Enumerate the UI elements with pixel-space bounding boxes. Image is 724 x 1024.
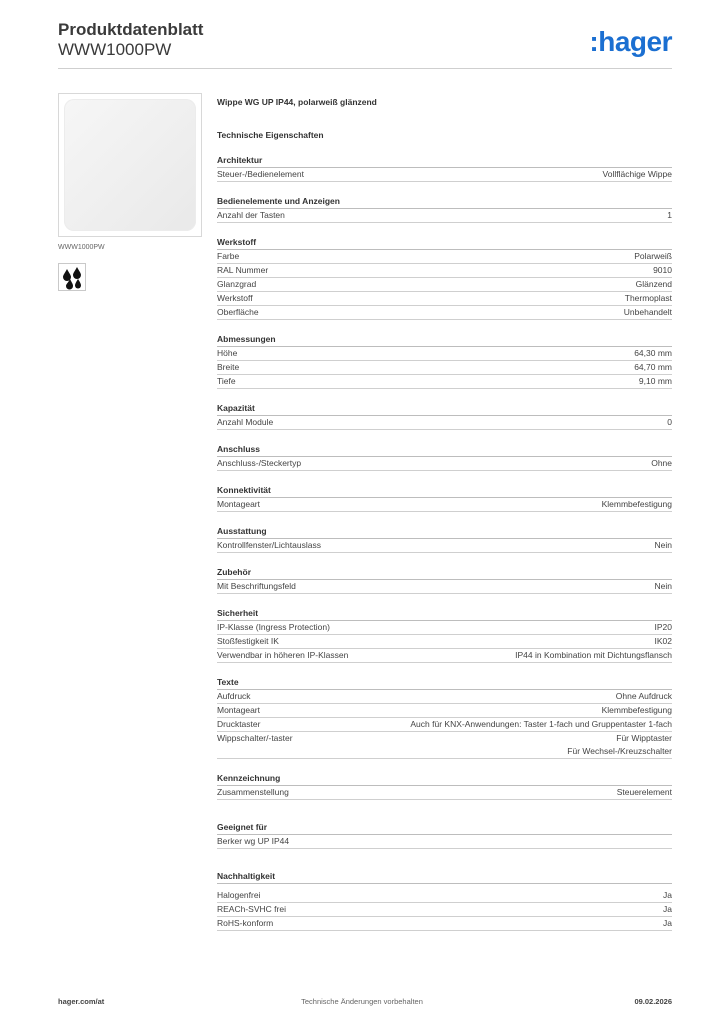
spec-label: RoHS-konform (217, 918, 274, 928)
spec-label: Farbe (217, 251, 240, 261)
spec-row (217, 786, 672, 800)
spec-label: Steuer-/Bedienelement (217, 169, 304, 179)
spec-section (217, 871, 672, 931)
product-name: Wippe WG UP IP44, polarweiß glänzend (217, 97, 377, 107)
spec-label: Mit Beschriftungsfeld (217, 581, 296, 591)
spec-label: Montageart (217, 705, 260, 715)
logo-text: hager (598, 26, 672, 57)
section-title: Werkstoff (217, 237, 672, 250)
spec-row (217, 539, 672, 553)
spec-row (217, 732, 672, 759)
spec-label: Zusammenstellung (217, 787, 289, 797)
spec-label: Wippschalter/-taster (217, 733, 293, 743)
ip44-droplets-icon (58, 263, 86, 291)
spec-section (217, 444, 672, 471)
spec-value: Auch für KNX-Anwendungen: Taster 1-fach und Gruppentaster 1-fach (410, 719, 672, 729)
logo-colon-icon: : (589, 26, 599, 57)
spec-value: Ohne Aufdruck (615, 691, 672, 701)
spec-section (217, 485, 672, 512)
section-title: Anschluss (217, 444, 672, 457)
page-header (58, 20, 203, 60)
spec-row (217, 635, 672, 649)
spec-value: Unbehandelt (623, 307, 672, 317)
spec-value: 64,70 mm (634, 362, 672, 372)
spec-section (217, 567, 672, 594)
spec-label: Drucktaster (217, 719, 261, 729)
spec-label: Verwendbar in höheren IP-Klassen (217, 650, 349, 660)
spec-value: Klemmbefestigung (601, 499, 672, 509)
spec-row (217, 264, 672, 278)
spec-row (217, 306, 672, 320)
spec-row (217, 278, 672, 292)
spec-value: Für Wipptaster Für Wechsel-/Kreuzschalter (567, 733, 672, 756)
section-title: Zubehör (217, 567, 672, 580)
spec-section (217, 677, 672, 759)
spec-value: IP20 (654, 622, 672, 632)
technical-properties-heading: Technische Eigenschaften (217, 130, 324, 140)
spec-section (217, 155, 672, 182)
spec-label: IP-Klasse (Ingress Protection) (217, 622, 330, 632)
footer-disclaimer: Technische Änderungen vorbehalten (301, 997, 423, 1006)
spec-value: IK02 (654, 636, 672, 646)
spec-value: Klemmbefestigung (601, 705, 672, 715)
spec-row (217, 704, 672, 718)
document-title: Produktdatenblatt (58, 20, 204, 39)
spec-value: Glänzend (635, 279, 672, 289)
spec-label: Anschluss-/Steckertyp (217, 458, 302, 468)
spec-label: Berker wg UP IP44 (217, 836, 290, 846)
spec-row (217, 718, 672, 732)
section-title: Abmessungen (217, 334, 672, 347)
spec-value: 64,30 mm (634, 348, 672, 358)
spec-section (217, 822, 672, 849)
spec-label: Oberfläche (217, 307, 259, 317)
spec-value: Polarweiß (634, 251, 672, 261)
spec-row (217, 375, 672, 389)
spec-sections (217, 155, 672, 931)
spec-section (217, 237, 672, 320)
spec-label: Aufdruck (217, 691, 251, 701)
section-title: Bedienelemente und Anzeigen (217, 196, 672, 209)
product-image-caption: WWW1000PW (58, 244, 105, 251)
product-code: WWW1000PW (58, 40, 172, 59)
spec-row (217, 209, 672, 223)
spec-row (217, 292, 672, 306)
section-title: Geeignet für (217, 822, 672, 835)
section-title: Ausstattung (217, 526, 672, 539)
spec-label: Höhe (217, 348, 238, 358)
spec-label: Stoßfestigkeit IK (217, 636, 279, 646)
spec-row (217, 621, 672, 635)
spec-value: Ja (663, 904, 672, 914)
footer-date: 09.02.2026 (634, 997, 672, 1006)
rocker-switch-image (64, 99, 196, 231)
spec-label: Breite (217, 362, 240, 372)
section-title: Texte (217, 677, 672, 690)
spec-row (217, 416, 672, 430)
spec-label: Glanzgrad (217, 279, 257, 289)
spec-value: 9010 (653, 265, 672, 275)
spec-row (217, 457, 672, 471)
spec-label: Anzahl Module (217, 417, 274, 427)
spec-value: Steuerelement (616, 787, 672, 797)
specification-content (217, 95, 672, 931)
spec-value: 0 (667, 417, 672, 427)
spec-row (217, 347, 672, 361)
spec-row (217, 580, 672, 594)
spec-row (217, 168, 672, 182)
spec-section (217, 196, 672, 223)
spec-label: Anzahl der Tasten (217, 210, 285, 220)
product-image (58, 93, 202, 237)
spec-value: Nein (654, 540, 672, 550)
footer-website: hager.com/at (58, 997, 105, 1006)
section-title: Sicherheit (217, 608, 672, 621)
section-title: Architektur (217, 155, 672, 168)
spec-value: Ohne (651, 458, 672, 468)
spec-section (217, 608, 672, 663)
spec-label: Halogenfrei (217, 890, 261, 900)
spec-section (217, 334, 672, 389)
section-title: Konnektivität (217, 485, 672, 498)
spec-row (217, 250, 672, 264)
spec-row (217, 690, 672, 704)
spec-value: Thermoplast (624, 293, 672, 303)
spec-value: Ja (663, 890, 672, 900)
spec-section (217, 526, 672, 553)
spec-label: Tiefe (217, 376, 236, 386)
spec-label: REACh-SVHC frei (217, 904, 286, 914)
spec-value: 9,10 mm (638, 376, 672, 386)
spec-label: RAL Nummer (217, 265, 269, 275)
spec-row (217, 835, 672, 849)
spec-row (217, 889, 672, 903)
spec-section (217, 773, 672, 800)
spec-value: 1 (667, 210, 672, 220)
spec-value: Ja (663, 918, 672, 928)
spec-row (217, 498, 672, 512)
spec-value: Nein (654, 581, 672, 591)
spec-row (217, 361, 672, 375)
hager-logo (589, 28, 672, 56)
header-divider (58, 68, 672, 69)
spec-label: Kontrollfenster/Lichtauslass (217, 540, 321, 550)
spec-label: Montageart (217, 499, 260, 509)
spec-value: IP44 in Kombination mit Dichtungsflansch (515, 650, 672, 660)
section-title: Nachhaltigkeit (217, 871, 672, 884)
spec-row (217, 917, 672, 931)
spec-row (217, 649, 672, 663)
section-title: Kapazität (217, 403, 672, 416)
section-title: Kennzeichnung (217, 773, 672, 786)
spec-section (217, 403, 672, 430)
spec-row (217, 903, 672, 917)
spec-label: Werkstoff (217, 293, 253, 303)
spec-value: Vollflächige Wippe (602, 169, 672, 179)
